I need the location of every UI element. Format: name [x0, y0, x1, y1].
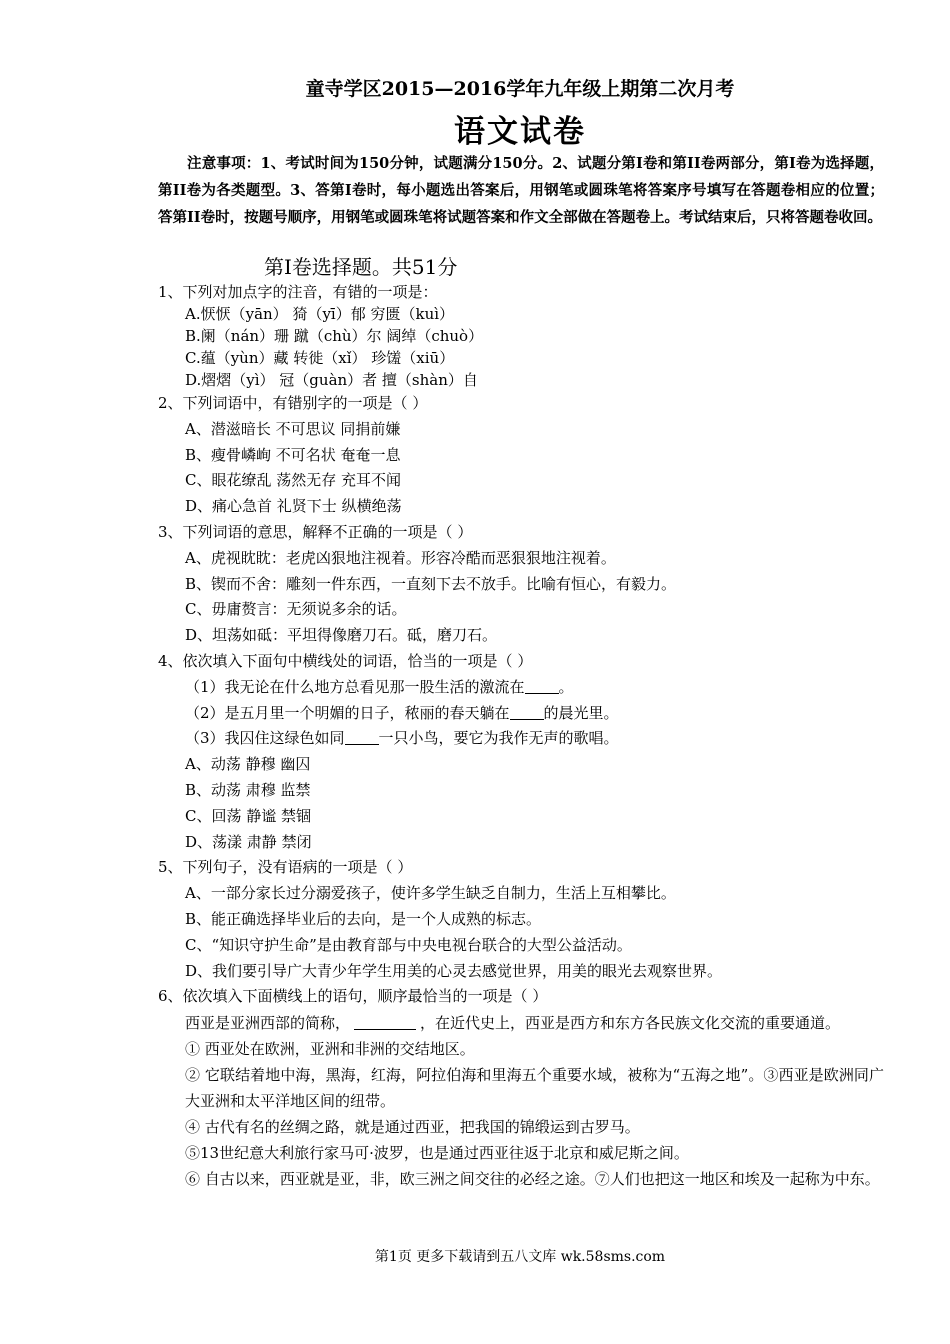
passage-continuation: ，在近代史上，西亚是西方和东方各民族文化交流的重要通道。 — [420, 1014, 841, 1033]
question-6-item-1: ① 西亚处在欧洲，亚洲和非洲的交结地区。 — [185, 1040, 475, 1059]
question-5-option-a: A、一部分家长过分溺爱孩子，使许多学生缺乏自制力，生活上互相攀比。 — [185, 884, 676, 903]
question-6-item-6-7: ⑥ 自古以来，西亚就是亚，非，欧三洲之间交往的必经之途。⑦人们也把这一地区和埃及一起称为中东。 — [185, 1170, 880, 1189]
question-6-passage — [158, 1010, 884, 1036]
sentence-3-text: （3）我囚住这绿色如同 — [185, 729, 345, 748]
question-3-stem: 3、下列词语的意思，解释不正确的一项是（ ） — [158, 522, 473, 541]
question-1-option-a: A.恹恹（yān） 猗（yī）郁 穷匮（kuì） — [185, 305, 455, 323]
answer-blank — [345, 728, 379, 745]
question-2-option-d: D、痛心急首 礼贤下士 纵横绝荡 — [185, 497, 402, 516]
question-2-option-c: C、眼花缭乱 荡然无存 充耳不闻 — [185, 471, 402, 490]
question-6-item-5: ⑤13世纪意大利旅行家马可·波罗，也是通过西亚往返于北京和威尼斯之间。 — [185, 1144, 689, 1163]
question-2-stem: 2、下列词语中，有错别字的一项是（ ） — [158, 394, 428, 412]
question-4-option-c: C、回荡 静谧 禁锢 — [185, 806, 312, 825]
question-5-option-c: C、“知识守护生命”是由教育部与中央电视台联合的大型公益活动。 — [185, 935, 632, 954]
question-1-option-b: B.阑（nán）珊 蹴（chù）尔 阔绰（chuò） — [185, 327, 484, 345]
sentence-2-text: （2）是五月里一个明媚的日子，秾丽的春天躺在 — [185, 703, 510, 722]
question-4-option-d: D、荡漾 肃静 禁闭 — [185, 832, 312, 851]
question-4-option-b: B、动荡 肃穆 监禁 — [185, 780, 311, 799]
question-2-option-b: B、瘦骨嶙峋 不可名状 奄奄一息 — [185, 445, 401, 464]
question-6-item-4: ④ 古代有名的丝绸之路，就是通过西亚，把我国的锦缎运到古罗马。 — [185, 1118, 640, 1137]
sentence-1-end: 。 — [558, 677, 574, 696]
question-1-option-d: D.熠熠（yì） 冠（guàn）者 擅（shàn）自 — [185, 371, 478, 389]
question-4-sentence-3 — [158, 726, 884, 752]
passage-text: 西亚是亚洲西部的简称， — [185, 1014, 351, 1033]
question-1-option-c: C.蕴（yùn）藏 转徙（xǐ） 珍馐（xiū） — [185, 349, 455, 367]
question-4-sentence-1 — [158, 675, 884, 701]
answer-blank — [510, 703, 544, 720]
question-6-item-2-3: ② 它联结着地中海，黑海，红海，阿拉伯海和里海五个重要水域，被称为“五海之地”。③西亚是欧洲同广大亚洲和太平洋地区间的纽带。 — [185, 1066, 884, 1111]
question-5-stem: 5、下列句子，没有语病的一项是（ ） — [158, 858, 413, 877]
question-1-stem: 1、下列对加点字的注音，有错的一项是： — [158, 283, 438, 301]
question-3-option-a: A、虎视眈眈：老虎凶狠地注视着。形容冷酷而恶狠狠地注视着。 — [185, 548, 616, 567]
question-3-option-c: C、毋庸赘言：无须说多余的话。 — [185, 600, 407, 619]
exam-subject-title: 语文试卷 — [454, 114, 586, 150]
sentence-2-end: 的晨光里。 — [543, 703, 619, 722]
question-body — [158, 281, 884, 1192]
question-3-option-d: D、坦荡如砥：平坦得像磨刀石。砥，磨刀石。 — [185, 626, 498, 645]
question-4-sentence-2 — [158, 701, 884, 727]
page-footer: 第1页 更多下载请到五八文库 wk.58sms.com — [374, 1249, 666, 1265]
sentence-3-end: 一只小鸟，要它为我作无声的歌唱。 — [378, 729, 619, 748]
sentence-1-text: （1）我无论在什么地方总看见那一股生活的激流在 — [185, 677, 525, 696]
exam-header-title: 童寺学区2015—2016学年九年级上期第二次月考 — [305, 78, 735, 100]
section-heading: 第I卷选择题。共51分 — [264, 255, 458, 279]
answer-blank — [354, 1013, 416, 1030]
question-6-stem: 6、依次填入下面横线上的语句，顺序最恰当的一项是（ ） — [158, 987, 548, 1006]
question-5-option-d: D、我们要引导广大青少年学生用美的心灵去感觉世界，用美的眼光去观察世界。 — [185, 961, 723, 980]
question-2-option-a: A、潜滋暗长 不可思议 同捐前嫌 — [185, 419, 401, 438]
answer-blank — [525, 677, 559, 694]
question-5-option-b: B、能正确选择毕业后的去向，是一个人成熟的标志。 — [185, 909, 542, 928]
question-3-option-b: B、锲而不舍：雕刻一件东西，一直刻下去不放手。比喻有恒心，有毅力。 — [185, 574, 677, 593]
exam-notice: 注意事项：1、考试时间为150分钟，试题满分150分。2、试题分第I卷和第II卷两部分，第I卷为选择题，第II卷为各类题型。3、答第I卷时，每小题选出答案后，用钢笔或圆珠笔将答案序号填写在答题卷相应的位置；答第II卷时，按题号顺序，用钢笔或圆珠笔将试题答案和作文全部做在答题卷上。考试结束后，只将答题卷收回。 — [158, 155, 884, 226]
question-4-stem: 4、依次填入下面句中横线处的词语，恰当的一项是（ ） — [158, 651, 533, 670]
question-4-option-a: A、动荡 静穆 幽囚 — [185, 755, 311, 774]
